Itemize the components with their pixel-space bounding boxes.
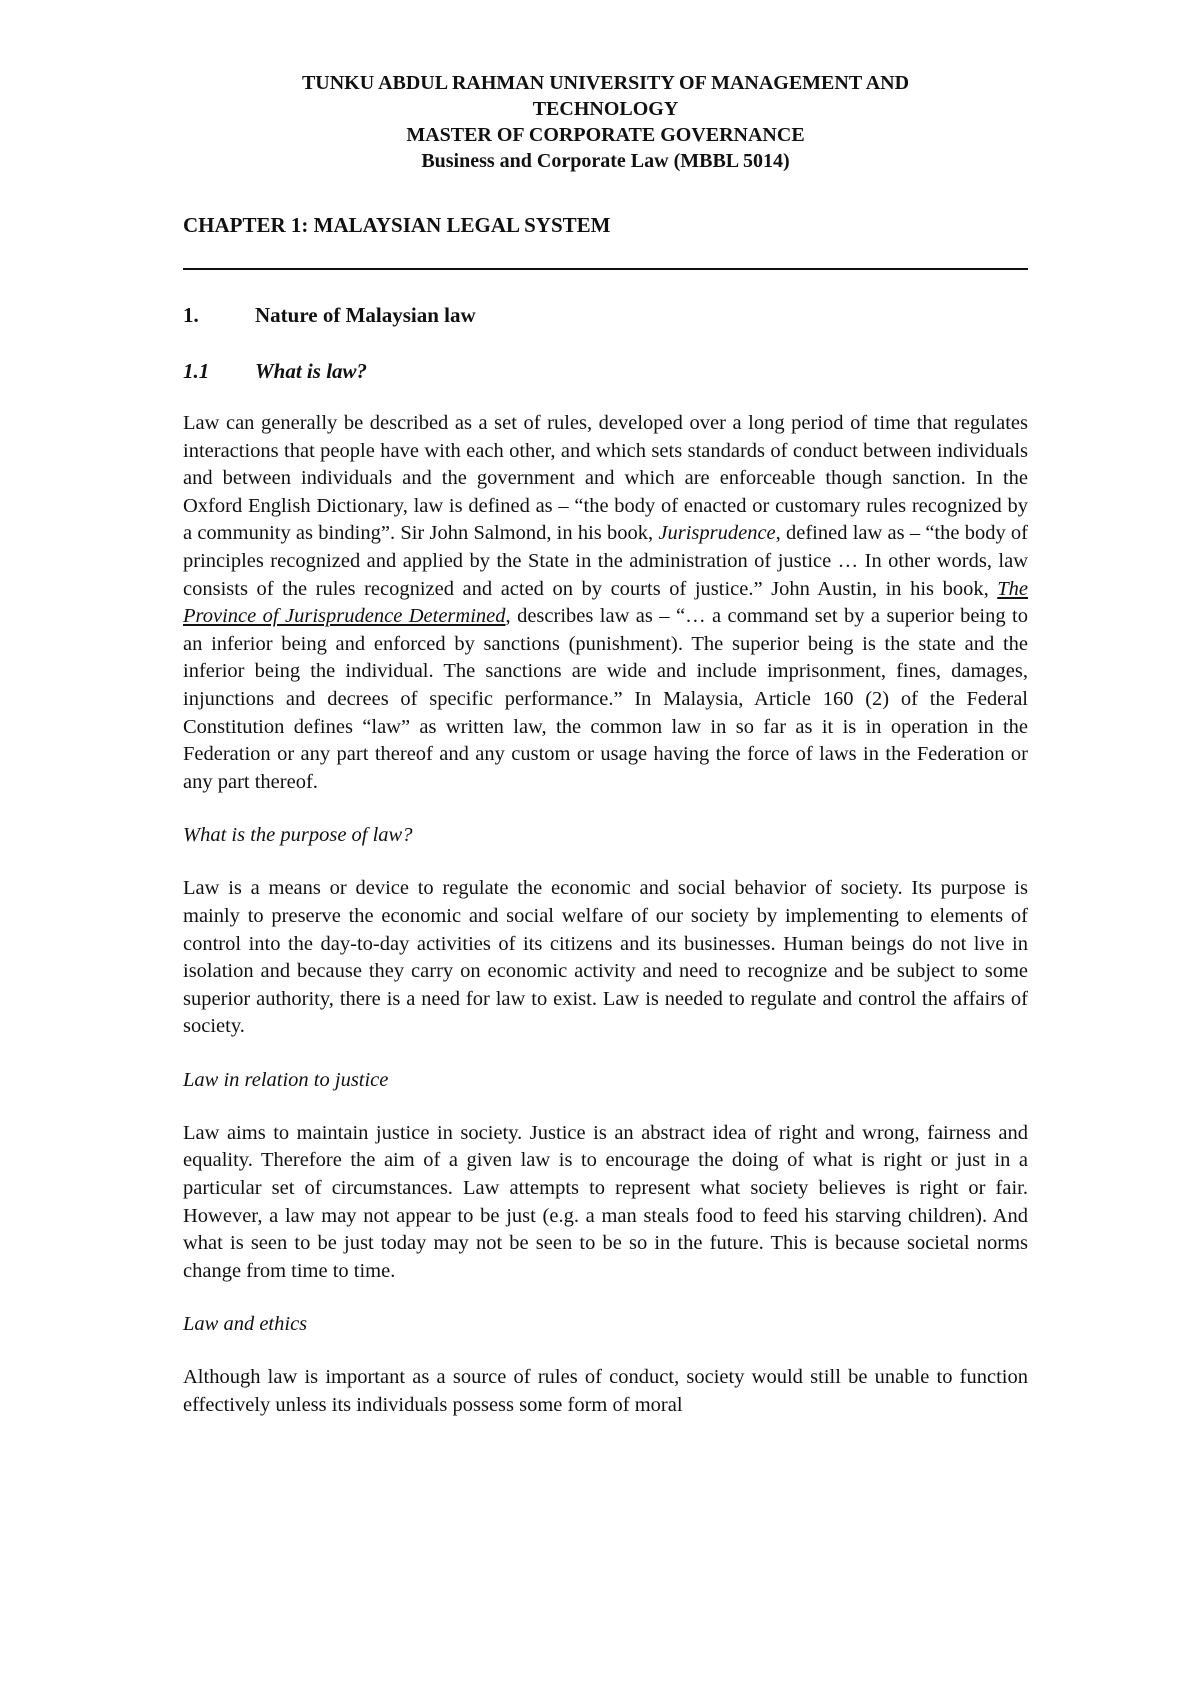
section-heading	[183, 302, 1028, 328]
document-header	[183, 70, 1028, 174]
university-name-line1: TUNKU ABDUL RAHMAN UNIVERSITY OF MANAGEMENT AND	[301, 72, 910, 94]
ethics-paragraph: Although law is important as a source of rules of conduct, society would still be unable to function effectively unless its individuals possess some form of moral	[183, 1366, 1028, 1417]
justice-paragraph: Law aims to maintain justice in society. Justice is an abstract idea of right and wrong, fairness and equality. Therefore the aim of a given law is to encourage the doing of what is right or just in a particular set of circumstances. Law attempts to represent what society believes is right or fair. However, a law may not appear to be just (e.g. a man steals food to feed his starving children). And what is seen to be just today may not be seen to be so in the future. This is because societal norms change from time to time.	[183, 1121, 1028, 1282]
section-title: Nature of Malaysian law	[255, 303, 476, 327]
document-page	[183, 70, 1028, 1420]
programme-name: MASTER OF CORPORATE GOVERNANCE	[406, 124, 805, 146]
book-title-jurisprudence: Jurisprudence	[658, 522, 776, 545]
chapter-title: CHAPTER 1: MALAYSIAN LEGAL SYSTEM	[183, 213, 611, 237]
para1-part3: , describes law as – “… a command set by a superior being to an inferior being and enforced by sanctions (punishment). The superior being is the state and the inferior being the individual. The sanctions are wide and include imprisonment, fines, damages, injunctions and decrees of specific performance.” In Malaysia, Article 160 (2) of the Federal Constitution defines “law” as written law, the common law in so far as it is in operation in the Federation or any part thereof and any custom or usage having the force of laws in the Federation or any part thereof.	[183, 605, 1028, 793]
justice-heading: Law in relation to justice	[183, 1068, 389, 1091]
heading-divider	[183, 268, 1028, 270]
subsection-heading	[183, 358, 1028, 384]
purpose-paragraph: Law is a means or device to regulate the economic and social behavior of society. Its purpose is mainly to preserve the economic and social welfare of our society by implementing to elements of control into the day-to-day activities of its citizens and its businesses. Human beings do not live in isolation and because they carry on economic activity and need to recognize and be subject to some superior authority, there is a need for law to exist. Law is needed to regulate and control the affairs of society.	[183, 877, 1028, 1038]
ethics-heading: Law and ethics	[183, 1313, 308, 1336]
what-is-law-paragraph	[183, 410, 1028, 796]
purpose-heading: What is the purpose of law?	[183, 824, 413, 847]
book-title-province: The Province of Jurisprudence Determined	[183, 577, 1028, 628]
para1-part1: Law can generally be described as a set of rules, developed over a long period of time that regulates interactions that people have with each other, and which sets standards of conduct between individuals and between individuals and the government and which are enforceable though sanction. In the Oxford English Dictionary, law is defined as – “the body of enacted or customary rules recognized by a community as binding”. Sir John Salmond, in his book,	[183, 412, 1028, 545]
para1-part2: , defined law as – “the body of principles recognized and applied by the State in the administration of justice … In other words, law consists of the rules recognized and acted on by courts of justice.” John Austin, in his book,	[183, 522, 1028, 600]
subsection-title: What is law?	[255, 359, 368, 383]
subsection-number: 1.1	[183, 359, 210, 383]
section-number: 1.	[183, 303, 199, 327]
course-name: Business and Corporate Law (MBBL 5014)	[421, 150, 790, 172]
university-name-line2: TECHNOLOGY	[532, 98, 679, 120]
